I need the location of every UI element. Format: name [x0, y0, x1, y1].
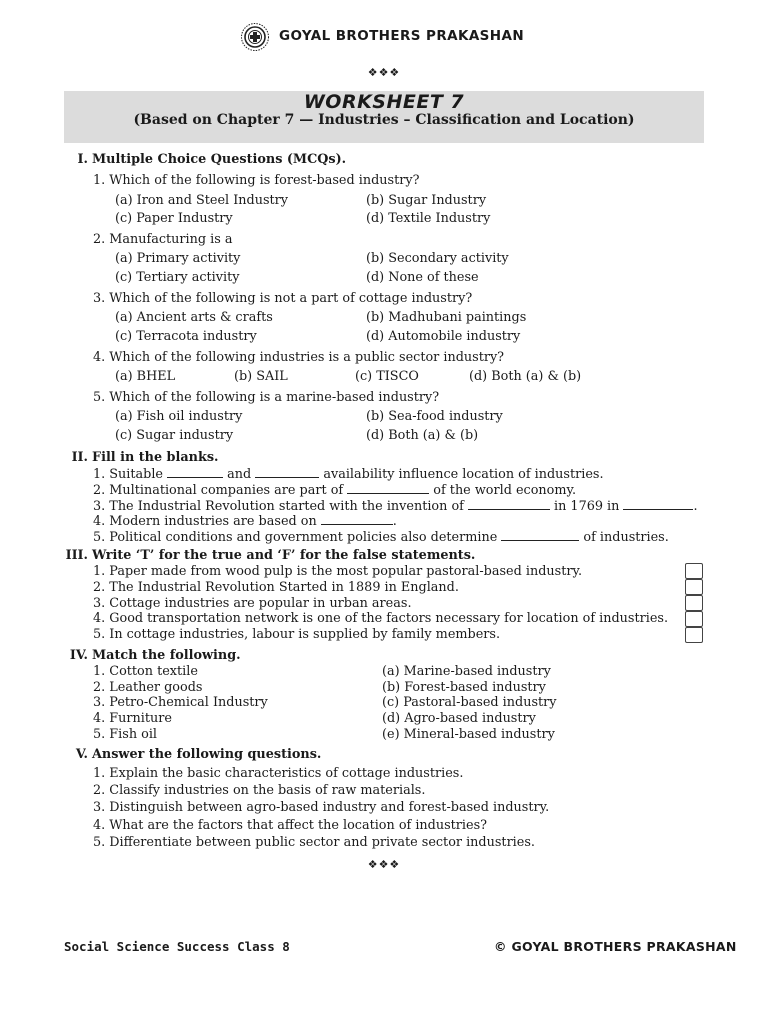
- tf-statement: 1. Paper made from wood pulp is the most popular pastoral-based industry.: [93, 564, 583, 579]
- mcq-option: (c) Tertiary activity: [115, 270, 240, 285]
- mcq-option: (a) Iron and Steel Industry: [115, 193, 289, 208]
- match-left-item: 1. Cotton textile: [93, 664, 198, 679]
- mcq-option: (b) Sugar Industry: [366, 193, 487, 208]
- fill-item: 3. The Industrial Revolution started with the invention of in 1769 in .: [93, 499, 698, 514]
- match-left-item: 4. Furniture: [93, 711, 172, 726]
- tf-statement: 5. In cottage industries, labour is supplied by family members.: [93, 627, 501, 642]
- fill-item: 2. Multinational companies are part of of the world economy.: [93, 483, 577, 498]
- mcq-question: 3. Which of the following is not a part of cottage industry?: [93, 291, 473, 306]
- worksheet-subtitle: (Based on Chapter 7 — Industries – Classification and Location): [133, 112, 635, 128]
- mcq-option: (c) Paper Industry: [115, 211, 233, 226]
- tf-answer-box[interactable]: [685, 627, 703, 643]
- mcq-option: (d) Automobile industry: [366, 329, 521, 344]
- mcq-option: (b) Secondary activity: [366, 251, 509, 266]
- match-left-item: 2. Leather goods: [93, 680, 203, 695]
- match-right-item: (e) Mineral-based industry: [382, 727, 555, 742]
- match-left-item: 5. Fish oil: [93, 727, 158, 742]
- section-heading-mcq: I. Multiple Choice Questions (MCQs).: [77, 152, 347, 167]
- tf-answer-box[interactable]: [685, 563, 703, 579]
- mcq-option: (d) None of these: [366, 270, 479, 285]
- footer-copyright: © GOYAL BROTHERS PRAKASHAN: [494, 939, 737, 954]
- match-right-item: (a) Marine-based industry: [382, 664, 551, 679]
- match-right-item: (b) Forest-based industry: [382, 680, 546, 695]
- mcq-option: (b) Sea-food industry: [366, 409, 503, 424]
- mcq-option: (a) Primary activity: [115, 251, 241, 266]
- footer-book-title: Social Science Success Class 8: [64, 939, 290, 954]
- tf-statement: 4. Good transportation network is one of the factors necessary for location of industries.: [93, 611, 669, 626]
- mcq-option: (a) BHEL: [115, 369, 176, 384]
- mcq-question: 2. Manufacturing is a: [93, 232, 233, 247]
- mcq-question: 1. Which of the following is forest-based industry?: [93, 173, 420, 188]
- mcq-option: (a) Ancient arts & crafts: [115, 310, 273, 325]
- mcq-option: (c) TISCO: [355, 369, 419, 384]
- match-right-item: (c) Pastoral-based industry: [382, 695, 557, 710]
- mcq-option: (b) Madhubani paintings: [366, 310, 527, 325]
- fill-item: 5. Political conditions and government policies also determine of industries.: [93, 530, 669, 545]
- mcq-option: (c) Sugar industry: [115, 428, 234, 443]
- section-heading-answer: V. Answer the following questions.: [75, 747, 322, 762]
- fill-item: 4. Modern industries are based on .: [93, 514, 397, 529]
- tf-statement: 3. Cottage industries are popular in urban areas.: [93, 596, 412, 611]
- section-heading-true-false: III. Write ‘T’ for the true and ‘F’ for the false statements.: [65, 548, 476, 563]
- mcq-option: (d) Both (a) & (b): [366, 428, 479, 443]
- answer-question: 1. Explain the basic characteristics of cottage industries.: [93, 766, 464, 781]
- tf-answer-box[interactable]: [685, 595, 703, 611]
- answer-question: 3. Distinguish between agro-based industry and forest-based industry.: [93, 800, 550, 815]
- mcq-option: (d) Both (a) & (b): [469, 369, 582, 384]
- tf-answer-box[interactable]: [685, 611, 703, 627]
- mcq-question: 4. Which of the following industries is a public sector industry?: [93, 350, 505, 365]
- section-heading-match: IV. Match the following.: [69, 648, 241, 663]
- mcq-option: (b) SAIL: [234, 369, 288, 384]
- mcq-option: (c) Terracota industry: [115, 329, 257, 344]
- mcq-question: 5. Which of the following is a marine-based industry?: [93, 390, 440, 405]
- answer-question: 4. What are the factors that affect the location of industries?: [93, 818, 488, 833]
- tf-answer-box[interactable]: [685, 579, 703, 595]
- tf-statement: 2. The Industrial Revolution Started in 1889 in England.: [93, 580, 459, 595]
- ornament-top: ❖❖❖: [367, 66, 401, 79]
- match-left-item: 3. Petro-Chemical Industry: [93, 695, 268, 710]
- section-heading-fill: II. Fill in the blanks.: [71, 450, 219, 465]
- match-right-item: (d) Agro-based industry: [382, 711, 536, 726]
- fill-item: 1. Suitable and availability influence location of industries.: [93, 467, 604, 482]
- mcq-option: (a) Fish oil industry: [115, 409, 243, 424]
- answer-question: 2. Classify industries on the basis of raw materials.: [93, 783, 426, 798]
- answer-question: 5. Differentiate between public sector and private sector industries.: [93, 835, 535, 850]
- worksheet-title: WORKSHEET 7: [303, 91, 465, 113]
- mcq-option: (d) Textile Industry: [366, 211, 491, 226]
- publisher-name: GOYAL BROTHERS PRAKASHAN: [279, 28, 525, 44]
- ornament-bottom: ❖❖❖: [367, 858, 401, 871]
